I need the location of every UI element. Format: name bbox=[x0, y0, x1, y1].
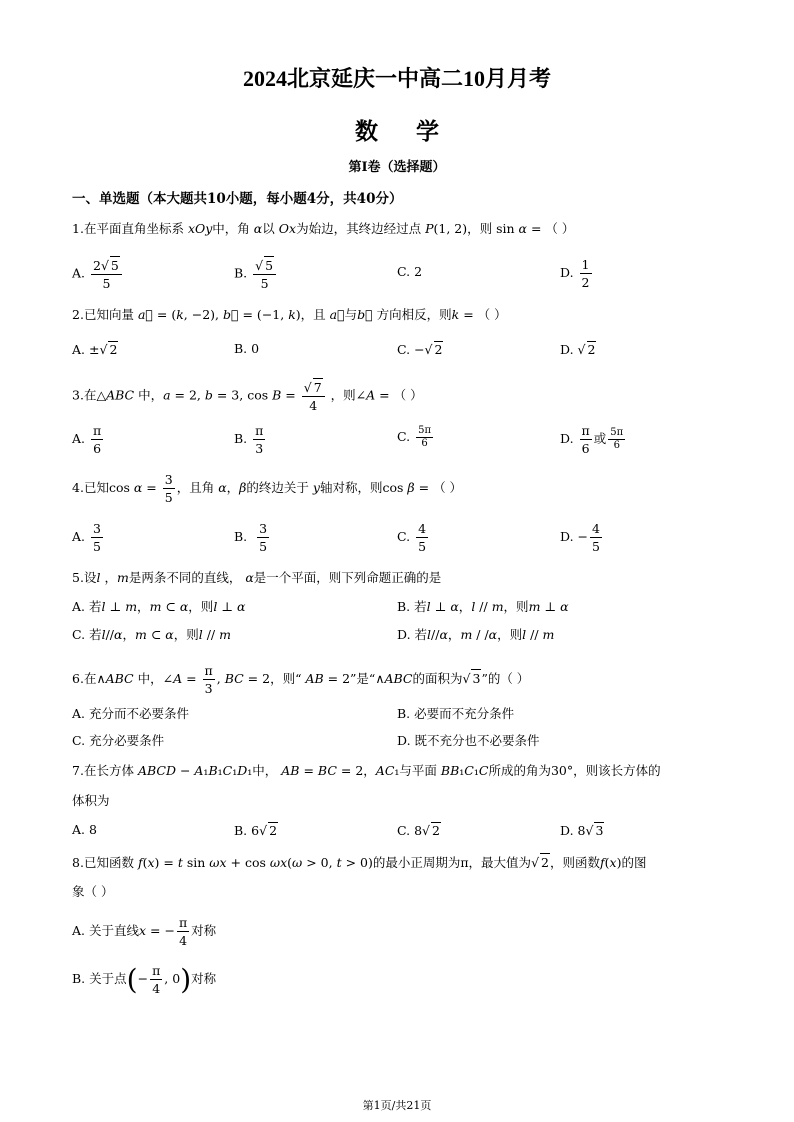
q4-option-a[interactable]: A. $\frac{3}{5}$ bbox=[72, 521, 101, 554]
question-7: 7.在长方体 ABCD − A₁B₁C₁D₁中， AB = BC = 2，AC₁与平面 BB₁C₁C所成的角为30°，则该长方体的 bbox=[72, 763, 661, 778]
question-5: 5.设l ，m是两条不同的直线， α是一个平面，则下列命题正确的是 bbox=[72, 570, 442, 585]
q1-option-d[interactable]: D. $\frac{1}{2}$ bbox=[560, 257, 590, 290]
q4-option-c[interactable]: C. $\frac{4}{5}$ bbox=[397, 521, 427, 554]
q1-option-c[interactable]: C. 2 bbox=[397, 264, 423, 279]
q5-option-d[interactable]: D. 若l//α，m / /α，则l // m bbox=[397, 627, 555, 642]
q6-option-c[interactable]: C. 充分必要条件 bbox=[72, 733, 165, 748]
q5-option-a[interactable]: A. 若l ⊥ m，m ⊂ α，则l ⊥ α bbox=[72, 599, 246, 614]
q7-option-c[interactable]: C. 8√ 2 bbox=[397, 823, 440, 838]
question-8: 8.已知函数 f(x) = t sin ωx + cos ωx(ω > 0, t > 0)的最小正周期为π，最大值为√ 2，则函数f(x)的图 bbox=[72, 855, 647, 870]
q6-option-a[interactable]: A. 充分而不必要条件 bbox=[72, 706, 189, 721]
page-footer: 第1页/共21页 bbox=[362, 1099, 432, 1112]
q3-option-b[interactable]: B. $\frac{\pi}{3}$ bbox=[234, 423, 264, 456]
q1-option-b[interactable]: B. $\frac{√ 5}{5}$ bbox=[234, 256, 278, 292]
question-8-cont: 象（ ） bbox=[72, 884, 114, 899]
question-6: 6.在∧ABC 中，∠A = $\frac{\pi}{3}$ , BC = 2，则“ AB = 2”是“∧ABC的面积为√ 3”的（ ） bbox=[72, 663, 530, 696]
page-title: 2024北京延庆一中高二10月月考 bbox=[242, 66, 551, 91]
q2-option-d[interactable]: D. √ 2 bbox=[560, 342, 596, 357]
q2-option-c[interactable]: C. −√ 2 bbox=[397, 342, 443, 357]
q6-option-d[interactable]: D. 既不充分也不必要条件 bbox=[397, 733, 540, 748]
q2-option-b[interactable]: B. 0 bbox=[234, 341, 260, 356]
q3-option-c[interactable]: C. $\frac{5\pi}{6}$ bbox=[397, 425, 432, 449]
q7-option-a[interactable]: A. 8 bbox=[72, 822, 97, 837]
q4-option-d[interactable]: D. − $\frac{4}{5}$ bbox=[560, 521, 600, 554]
q5-option-b[interactable]: B. 若l ⊥ α，l // m，则m ⊥ α bbox=[397, 599, 569, 614]
q4-option-b[interactable]: B. $\frac{3}{5}$ bbox=[234, 521, 268, 554]
q2-option-a[interactable]: A. ±√ 2 bbox=[72, 342, 118, 357]
q3-option-d[interactable]: D. $\frac{\pi}{6}$ 或 $\frac{5\pi}{6}$ bbox=[560, 423, 624, 456]
q5-option-c[interactable]: C. 若l//α，m ⊂ α，则l // m bbox=[72, 627, 231, 642]
question-1: 1.在平面直角坐标系 xOy中，角 α以 Ox为始边，其终边经过点 P(1, 2)，则 sin α = （ ） bbox=[72, 221, 575, 236]
q3-option-a[interactable]: A. $\frac{\pi}{6}$ bbox=[72, 423, 102, 456]
question-7-cont: 体积为 bbox=[72, 793, 110, 808]
q7-option-b[interactable]: B. 6√ 2 bbox=[234, 823, 278, 838]
q1-option-a[interactable]: A. $\frac{2√ 5}{5}$ bbox=[72, 256, 124, 292]
question-4: 4.已知cos α = $\frac{3}{5}$ ，且角 α，β的终边关于 y轴对称，则cos β = （ ） bbox=[72, 472, 463, 505]
q6-option-b[interactable]: B. 必要而不充分条件 bbox=[397, 706, 515, 721]
subject-title: 数学 bbox=[355, 118, 477, 145]
q7-option-d[interactable]: D. 8√ 3 bbox=[560, 823, 604, 838]
section-heading: 一、单选题（本大题共10小题，每小题4分，共40分） bbox=[72, 191, 403, 207]
question-2: 2.已知向量 a⃗ = (k, −2), b⃗ = (−1, k)，且 a⃗与b⃗ 方向相反，则k = （ ） bbox=[72, 307, 507, 322]
q8-option-a[interactable]: A. 关于直线x = − $\frac{\pi}{4}$ 对称 bbox=[72, 915, 217, 948]
volume-heading: 第I卷（选择题） bbox=[348, 160, 446, 175]
question-3: 3.在△ABC 中，a = 2, b = 3, cos B = $\frac{√ 7}{4}$ ，则∠A = （ ） bbox=[72, 380, 423, 413]
q8-option-b[interactable]: B. 关于点(− $\frac{\pi}{4}$ , 0)对称 bbox=[72, 963, 217, 996]
